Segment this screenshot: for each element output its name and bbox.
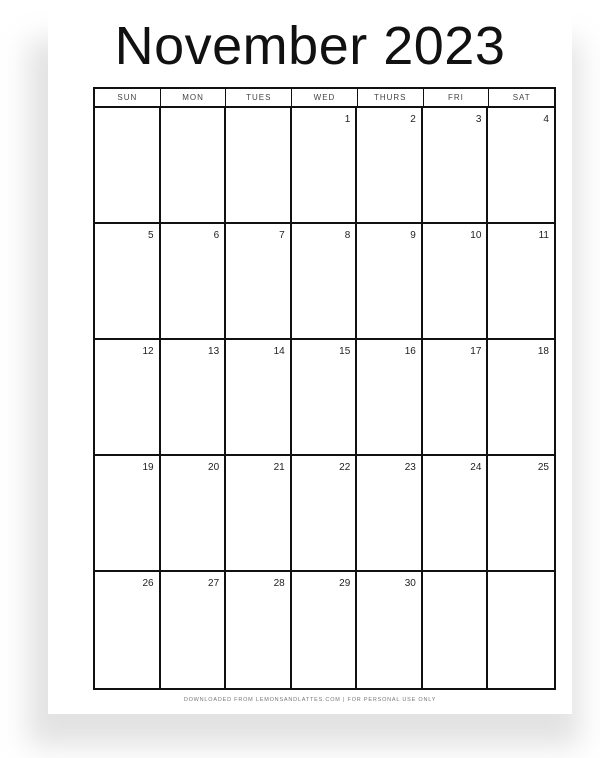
day-cell <box>95 224 161 340</box>
weekday-wed: WED <box>292 89 358 106</box>
page-title: November 2023 <box>114 16 506 76</box>
calendar-grid <box>93 87 556 690</box>
day-cell <box>423 108 489 224</box>
day-cell <box>292 224 358 340</box>
day-number: 13 <box>208 346 220 357</box>
day-number: 29 <box>339 578 351 589</box>
day-number: 12 <box>142 346 154 357</box>
day-cell <box>423 340 489 456</box>
day-number: 25 <box>537 462 549 473</box>
day-number: 22 <box>339 462 351 473</box>
day-cell <box>226 108 292 224</box>
day-cell <box>488 572 554 688</box>
day-number: 27 <box>208 578 220 589</box>
day-cell <box>161 340 227 456</box>
weekday-mon: MON <box>161 89 227 106</box>
day-cell <box>226 456 292 572</box>
day-number: 2 <box>410 114 416 125</box>
day-cells <box>95 108 554 688</box>
weekday-thurs: THURS <box>358 89 424 106</box>
day-number: 18 <box>537 346 549 357</box>
day-number: 3 <box>475 114 482 125</box>
weekday-sun: SUN <box>95 89 161 106</box>
day-number: 1 <box>344 114 351 125</box>
day-cell <box>161 572 227 688</box>
day-cell <box>357 456 423 572</box>
day-cell <box>488 456 554 572</box>
day-cell <box>357 108 423 224</box>
day-number: 30 <box>404 578 416 589</box>
day-number: 8 <box>344 230 351 241</box>
day-cell <box>95 108 161 224</box>
weekday-header <box>95 89 554 108</box>
day-number: 14 <box>273 346 285 357</box>
day-number: 20 <box>208 462 220 473</box>
day-number: 9 <box>410 230 416 241</box>
footer-credit: DOWNLOADED FROM LEMONSANDLATTES.COM | FOR PERSONAL USE ONLY <box>183 697 437 703</box>
day-cell <box>488 108 554 224</box>
day-number: 17 <box>470 346 482 357</box>
day-cell <box>292 340 358 456</box>
day-cell <box>488 224 554 340</box>
day-cell <box>292 572 358 688</box>
day-cell <box>292 456 358 572</box>
day-cell <box>161 224 227 340</box>
day-cell <box>357 224 423 340</box>
day-number: 26 <box>142 578 154 589</box>
day-cell <box>161 456 227 572</box>
day-cell <box>226 340 292 456</box>
day-number: 6 <box>213 230 220 241</box>
weekday-tues: TUES <box>226 89 292 106</box>
day-number: 19 <box>142 462 154 473</box>
day-cell <box>95 340 161 456</box>
day-cell <box>95 456 161 572</box>
day-cell <box>423 572 489 688</box>
day-number: 28 <box>273 578 285 589</box>
day-cell <box>226 224 292 340</box>
day-cell <box>292 108 358 224</box>
day-cell <box>357 340 423 456</box>
day-cell <box>226 572 292 688</box>
day-cell <box>95 572 161 688</box>
day-number: 5 <box>148 230 154 241</box>
day-number: 10 <box>470 230 482 241</box>
day-cell <box>357 572 423 688</box>
day-number: 24 <box>470 462 482 473</box>
calendar-page <box>48 0 572 714</box>
weekday-sat: SAT <box>512 93 531 102</box>
day-number: 11 <box>538 230 549 241</box>
day-cell <box>423 456 489 572</box>
day-number: 15 <box>339 346 351 357</box>
day-number: 21 <box>273 462 285 473</box>
day-number: 16 <box>404 346 416 357</box>
weekday-fri: FRI <box>424 89 490 106</box>
day-cell <box>423 224 489 340</box>
day-number: 4 <box>543 114 549 125</box>
day-number: 23 <box>404 462 416 473</box>
day-number: 7 <box>279 230 285 241</box>
day-cell <box>161 108 227 224</box>
day-cell <box>488 340 554 456</box>
